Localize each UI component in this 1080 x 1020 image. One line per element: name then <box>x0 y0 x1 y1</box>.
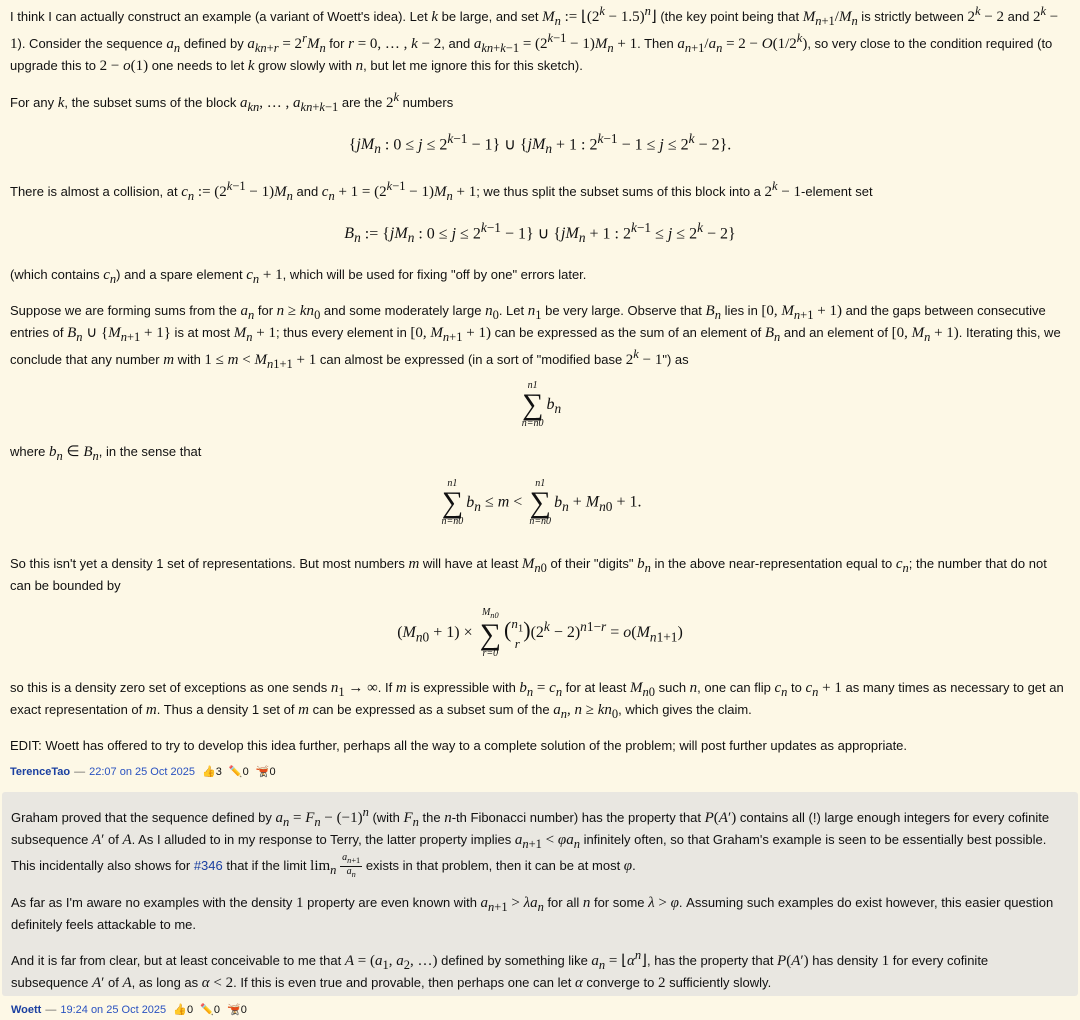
reaction-pot[interactable]: 🫕0 <box>255 766 276 779</box>
comment-paragraph: For any k, the subset sums of the block $a_{kn}$, … , $a_{kn+k-1}$ are the 2$^k$ numbers <box>10 90 454 114</box>
issue-link[interactable]: #346 <box>193 857 223 873</box>
comment-meta: Woett — 19:24 on 25 Oct 2025 👍0 ✏️0 🫕0 <box>11 1004 247 1017</box>
reaction-thumbs-up[interactable]: 👍3 <box>202 766 222 779</box>
reaction-pencil[interactable]: ✏️0 <box>228 766 249 779</box>
reaction-pot[interactable]: 🫕0 <box>227 1004 247 1017</box>
display-equation: n1 ∑ n=n0 $b_n$ <box>521 380 562 430</box>
display-equation: {$jM_n$ : $0 \le j \le 2^{k-1} - 1$} ∪ {$jM_n + 1$ : $2^{k-1} - 1 \le j \le 2^k - 2$}. <box>348 131 732 157</box>
display-equation: $B_n$ := {$jM_n$ : $0 \le j \le 2^{k-1} - 1$} ∪ {$jM_n + 1$ : $2^{k-1} \le j \le 2^k - 2$} <box>344 219 736 246</box>
timestamp-link[interactable]: 19:24 on 25 Oct 2025 <box>60 1004 167 1017</box>
pot-icon: 🫕 <box>227 1004 241 1017</box>
comment-paragraph: There is almost a collision, at $c_n$ := $(2^{k-1} - 1)M_n$ and $c_n + 1 = (2^{k-1} - 1)M_n + 1$; we thus split the subset sums of this block into a $2^k$ − 1-element set <box>10 178 873 203</box>
timestamp-link[interactable]: 22:07 on 25 Oct 2025 <box>89 766 195 779</box>
comment-paragraph: And it is far from clear, but at least conceivable to me that $A = (a_1$, $a_2$, …) defined by something like $a_n$ = $⌊\alpha^n⌋$, has the property that P(A′) has density 1 for every cofinite subsequence A′ of A, as long as α < 2. If this is even true and provable, then perhaps one can let α converge to 2 sufficiently slowly. <box>11 948 989 992</box>
thumbs-up-icon: 👍 <box>173 1004 187 1017</box>
comment-paragraph: Graham proved that the sequence defined by $a_n = F_n - (-1)^n$ (with $F_n$ the n-th Fibonacci number) has the property that P(A′) contains all (!) large enough integers for every cofinite subsequence A′ of A. As I alluded to in my response to Terry, the latter property implies $a_{n+1} < \varphi a_n$ infinitely often, so that Graham's example is seen to be essentially best possible. This incidentally also shows for #346 that if the limit $\lim_n$ $\frac{a_{n+1}}{a_n}$ exists in that problem, then it can be at most φ. <box>11 805 1050 880</box>
comment-paragraph: I think I can actually construct an example (a variant of Woett's idea). Let k be large, and set $M_n$ := $⌊(2^k$ − 1.5)$^n$⌋ (the key point being that $M_{n+1}/M_n$ is strictly between $2^k - 2$ and $2^k - 1$). Consider the sequence $a_n$ defined by $a_{kn+r} = 2^rM_n$ for r = 0, … , k − 2, and $a_{kn+k-1} = (2^{k-1} - 1)M_n + 1$. Then $a_{n+1}/a_n = 2 - O(1/2^k)$, so very close to the condition required (to upgrade this to 2 − o(1) one needs to let k grow slowly with n, but let me ignore this for this sketch). <box>10 4 1059 74</box>
comment-paragraph: So this isn't yet a density 1 set of representations. But most numbers m will have at least $M_{n0}$ of their "digits" $b_n$ in the above near-representation equal to $c_n$; the number that do not can be bounded by <box>10 556 1047 594</box>
pot-icon: 🫕 <box>255 766 270 779</box>
pencil-icon: ✏️ <box>228 766 243 779</box>
comment-paragraph: so this is a density zero set of exceptions as one sends $n_1$ → ∞. If m is expressible with $b_n = c_n$ for at least $M_{n0}$ such n, one can flip $c_n$ to $c_n + 1$ as many times as necessary to get an exact representation of m. Thus a density 1 set of m can be expressed as a subset sum of the $a_n$, $n \ge kn_0$, which gives the claim. <box>10 680 1064 722</box>
thumbs-up-icon: 👍 <box>202 766 216 779</box>
author-link[interactable]: Woett <box>11 1004 42 1017</box>
comment-meta: TerenceTao — 22:07 on 25 Oct 2025 👍3 ✏️0 🫕0 <box>10 766 276 779</box>
author-link[interactable]: TerenceTao <box>10 766 71 779</box>
comment-paragraph: Suppose we are forming sums from the $a_n$ for $n \ge kn_0$ and some moderately large $n_0$. Let $n_1$ be very large. Observe that $B_n$ lies in [0, $M_{n+1} + 1$) and the gaps between consecutive entries of $B_n$ ∪ $\{M_{n+1} + 1\}$ is at most $M_n + 1$; thus every element in [0, $M_{n+1} + 1$) can be expressed as the sum of an element of $B_n$ and an element of [0, $M_n + 1$). Iterating this, we conclude that any number m with $1 \le m < M_{n1+1} + 1$ can almost be expressed (in a sort of "modified base $2^k$ − 1") as <box>10 303 1061 372</box>
pencil-icon: ✏️ <box>200 1004 214 1017</box>
comment-paragraph: where $b_n$ ∈ $B_n$, in the sense that <box>10 444 202 464</box>
comment-paragraph: EDIT: Woett has offered to try to develop this idea further, perhaps all the way to a complete solution of the problem; will post further updates as appropriate. <box>10 738 908 754</box>
comment-woett <box>2 792 1078 1017</box>
comment-paragraph: As far as I'm aware no examples with the density 1 property are even known with $a_{n+1} > \lambda a_n$ for all n for some λ > φ. Assuming such examples do exist however, this easier question definitely feels attackable to me. <box>11 895 1054 933</box>
reaction-thumbs-up[interactable]: 👍0 <box>173 1004 194 1017</box>
reaction-pencil[interactable]: ✏️0 <box>200 1004 220 1017</box>
comment-paragraph: (which contains $c_n$) and a spare element $c_n + 1$, which will be used for fixing "off by one" errors later. <box>10 267 587 287</box>
display-equation: n1 ∑ n=n0 $b_n \le m$ < n1 ∑ n=n0 $b_n + M_{n0} + 1$. <box>441 478 642 528</box>
display-equation: $(M_{n0} + 1)$ × $M_{n0}$ ∑ r=0 ($n_1$ $r)(2^k - 2)^{n1-r} = o(M_{n1+1})$ <box>397 607 683 660</box>
